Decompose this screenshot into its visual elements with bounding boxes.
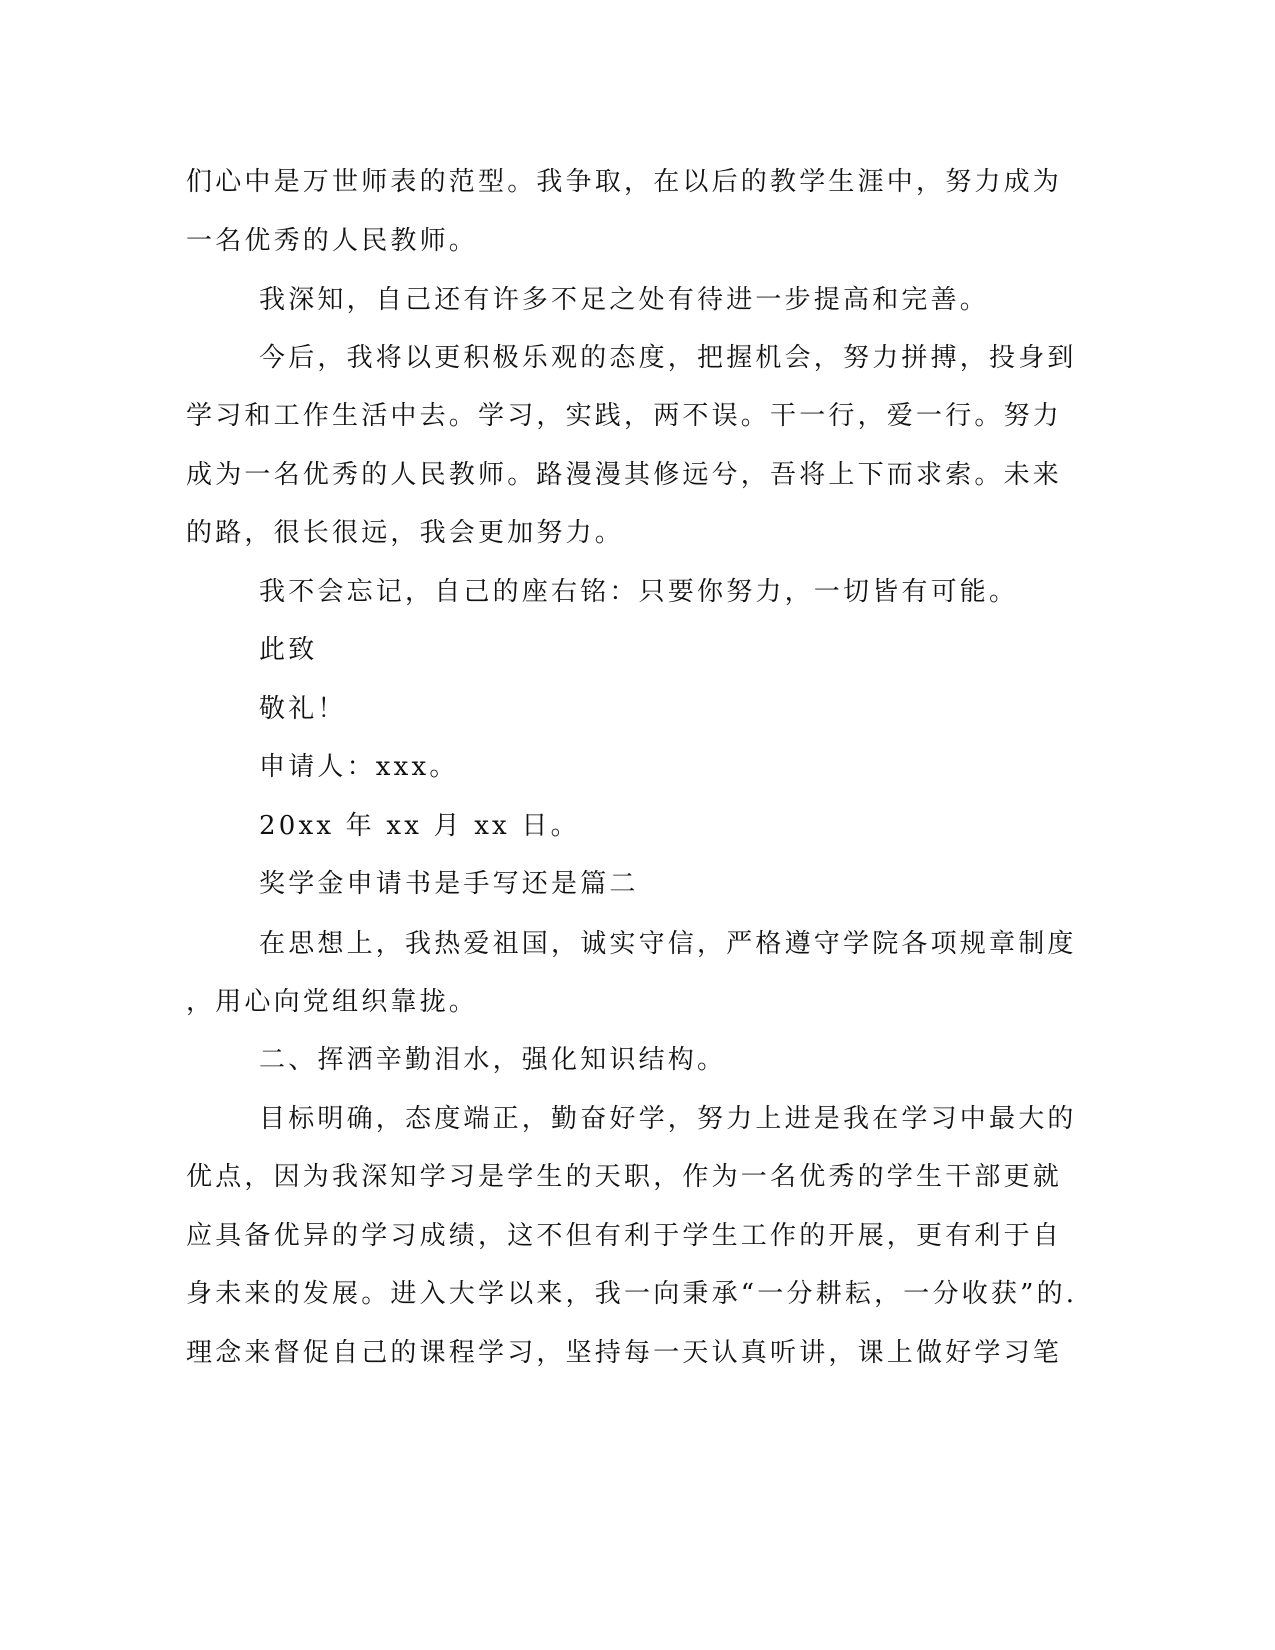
- text-line: 目标明确，态度端正，勤奋好学，努力上进是我在学习中最大的: [259, 1104, 1077, 1134]
- section-heading: 二、挥洒辛勤泪水，强化知识结构。: [259, 1045, 727, 1075]
- text-line: 理念来督促自己的课程学习，坚持每一天认真听讲，课上做好学习笔: [186, 1338, 1063, 1368]
- text-line: ，用心向党组织靠拢。: [186, 987, 479, 1017]
- document-date: 20xx 年 xx 月 xx 日。: [259, 811, 580, 841]
- text-line: 成为一名优秀的人民教师。路漫漫其修远兮，吾将上下而求索。未来: [186, 460, 1063, 490]
- text-line: 在思想上，我热爱祖国，诚实守信，严格遵守学院各项规章制度: [259, 929, 1077, 959]
- text-line: 们心中是万世师表的范型。我争取，在以后的教学生涯中，努力成为: [186, 167, 1063, 197]
- text-line: 学习和工作生活中去。学习，实践，两不误。干一行，爱一行。努力: [186, 401, 1063, 431]
- text-line: 优点，因为我深知学习是学生的天职，作为一名优秀的学生干部更就: [186, 1162, 1063, 1192]
- text-line: 我不会忘记，自己的座右铭：只要你努力，一切皆有可能。: [259, 577, 1019, 607]
- closing-salutation: 此致: [259, 635, 318, 665]
- text-line: 的路，很长很远，我会更加努力。: [186, 518, 625, 548]
- text-line: 我深知，自己还有许多不足之处有待进一步提高和完善。: [259, 285, 990, 315]
- text-line: 一名优秀的人民教师。: [186, 226, 479, 256]
- closing-regards: 敬礼！: [259, 694, 347, 724]
- applicant-signature: 申请人：xxx。: [259, 752, 459, 782]
- text-line: 应具备优异的学习成绩，这不但有利于学生工作的开展，更有利于自: [186, 1221, 1063, 1251]
- section-title: 奖学金申请书是手写还是篇二: [259, 869, 639, 899]
- text-line: 今后，我将以更积极乐观的态度，把握机会，努力拼搏，投身到: [259, 343, 1077, 373]
- text-line: 身未来的发展。进入大学以来，我一向秉承“一分耕耘，一分收获”的.: [186, 1279, 1078, 1309]
